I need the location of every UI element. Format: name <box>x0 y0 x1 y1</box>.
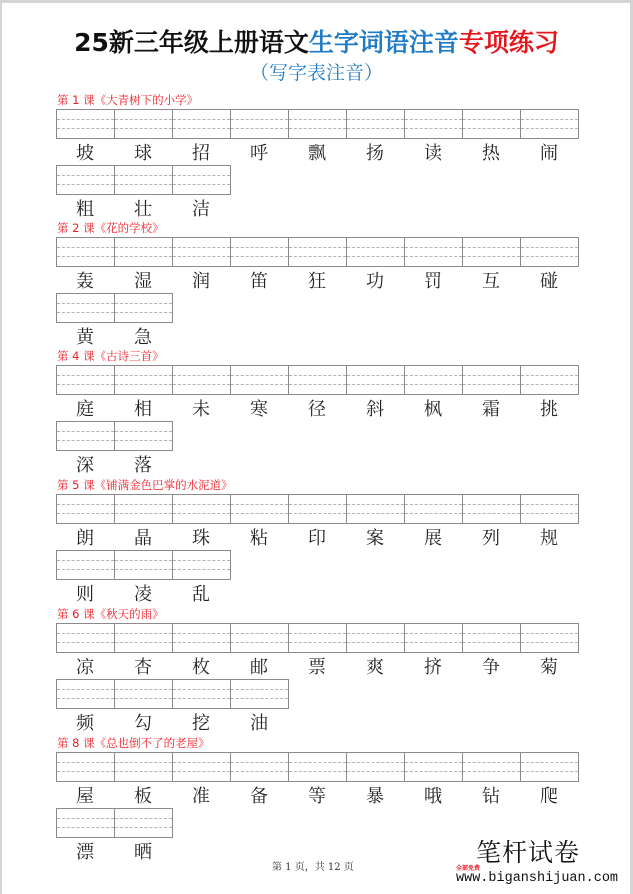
pinyin-writing-cell[interactable] <box>114 752 173 782</box>
hanzi-character: 爽 <box>366 657 384 678</box>
hanzi-character: 读 <box>424 143 442 164</box>
hanzi-character: 杏 <box>134 657 152 678</box>
character-row <box>56 453 172 479</box>
logo-tagline: 全部免费 <box>456 865 481 872</box>
pinyin-writing-cell[interactable] <box>172 752 231 782</box>
page-subtitle: （写字表注音） <box>249 62 383 84</box>
pinyin-writing-cell[interactable] <box>462 365 521 395</box>
pinyin-writing-cell[interactable] <box>230 752 289 782</box>
pinyin-writing-cell[interactable] <box>114 293 173 323</box>
hanzi-character: 招 <box>192 143 210 164</box>
hanzi-character: 等 <box>308 786 326 807</box>
hanzi-character: 轰 <box>76 271 94 292</box>
pinyin-writing-cell[interactable] <box>114 494 173 524</box>
pinyin-writing-cell[interactable] <box>172 623 231 653</box>
hanzi-character: 屋 <box>76 786 94 807</box>
pinyin-writing-cell[interactable] <box>520 237 579 267</box>
pinyin-writing-cell[interactable] <box>114 623 173 653</box>
pinyin-writing-cell[interactable] <box>114 421 173 451</box>
hanzi-character: 晒 <box>134 842 152 863</box>
hanzi-character: 飘 <box>308 143 326 164</box>
pinyin-grid-row <box>56 679 288 708</box>
hanzi-character: 闹 <box>540 143 558 164</box>
hanzi-character: 热 <box>482 143 500 164</box>
hanzi-character: 勾 <box>134 713 152 734</box>
hanzi-character: 相 <box>134 399 152 420</box>
pinyin-writing-cell[interactable] <box>230 237 289 267</box>
pinyin-grid-row <box>56 494 578 523</box>
pinyin-grid-row <box>56 808 172 837</box>
pinyin-writing-cell[interactable] <box>56 679 115 709</box>
hanzi-character: 乱 <box>192 584 210 605</box>
character-row <box>56 840 172 866</box>
hanzi-character: 板 <box>134 786 152 807</box>
hanzi-character: 凉 <box>76 657 94 678</box>
site-url: www.biganshijuan.com <box>456 871 619 886</box>
pinyin-writing-cell[interactable] <box>172 365 231 395</box>
hanzi-character: 湿 <box>134 271 152 292</box>
pinyin-writing-cell[interactable] <box>114 679 173 709</box>
pinyin-grid-row <box>56 365 578 394</box>
title-part-grade: 25新三年级上册语文 <box>74 28 309 57</box>
character-row <box>56 325 172 351</box>
hanzi-character: 狂 <box>308 271 326 292</box>
pinyin-writing-cell[interactable] <box>288 237 347 267</box>
hanzi-character: 深 <box>76 455 94 476</box>
hanzi-character: 频 <box>76 713 94 734</box>
pinyin-writing-cell[interactable] <box>114 550 173 580</box>
pinyin-writing-cell[interactable] <box>230 494 289 524</box>
hanzi-character: 霜 <box>482 399 500 420</box>
pinyin-writing-cell[interactable] <box>462 752 521 782</box>
character-row <box>56 711 288 737</box>
hanzi-character: 规 <box>540 528 558 549</box>
hanzi-character: 落 <box>134 455 152 476</box>
hanzi-character: 粗 <box>76 199 94 220</box>
hanzi-character: 坡 <box>76 143 94 164</box>
title-part-topic: 生字词语注音 <box>308 28 459 57</box>
hanzi-character: 笛 <box>250 271 268 292</box>
pinyin-grid-row <box>56 237 578 266</box>
pinyin-writing-cell[interactable] <box>172 550 231 580</box>
pinyin-writing-cell[interactable] <box>56 109 115 139</box>
character-row <box>56 655 578 681</box>
pinyin-writing-cell[interactable] <box>56 237 115 267</box>
pinyin-writing-cell[interactable] <box>346 365 405 395</box>
hanzi-character: 寒 <box>250 399 268 420</box>
pinyin-writing-cell[interactable] <box>172 494 231 524</box>
pinyin-writing-cell[interactable] <box>346 237 405 267</box>
pinyin-writing-cell[interactable] <box>114 109 173 139</box>
pinyin-writing-cell[interactable] <box>288 109 347 139</box>
hanzi-character: 球 <box>134 143 152 164</box>
pinyin-writing-cell[interactable] <box>346 494 405 524</box>
hanzi-character: 准 <box>192 786 210 807</box>
pinyin-writing-cell[interactable] <box>520 494 579 524</box>
pinyin-writing-cell[interactable] <box>114 808 173 838</box>
title-part-practice: 专项练习 <box>458 28 559 57</box>
hanzi-character: 朗 <box>76 528 94 549</box>
pinyin-writing-cell[interactable] <box>56 165 115 195</box>
pinyin-writing-cell[interactable] <box>56 494 115 524</box>
hanzi-character: 暴 <box>366 786 384 807</box>
hanzi-character: 票 <box>308 657 326 678</box>
pinyin-writing-cell[interactable] <box>230 679 289 709</box>
pinyin-writing-cell[interactable] <box>520 752 579 782</box>
hanzi-character: 则 <box>76 584 94 605</box>
hanzi-character: 粘 <box>250 528 268 549</box>
pinyin-grid-row <box>56 550 230 579</box>
lesson-title: 第 4 课《古诗三首》 <box>57 349 164 363</box>
hanzi-character: 碰 <box>540 271 558 292</box>
lesson-title: 第 2 课《花的学校》 <box>57 221 164 235</box>
hanzi-character: 印 <box>308 528 326 549</box>
hanzi-character: 互 <box>482 271 500 292</box>
page-title <box>0 27 633 59</box>
pinyin-writing-cell[interactable] <box>288 752 347 782</box>
hanzi-character: 洁 <box>192 199 210 220</box>
lesson-title: 第 8 课《总也倒不了的老屋》 <box>57 736 210 750</box>
lesson-title: 第 1 课《大青树下的小学》 <box>57 93 199 107</box>
pinyin-writing-cell[interactable] <box>172 237 231 267</box>
hanzi-character: 漂 <box>76 842 94 863</box>
page-number: 第 1 页，共 12 页 <box>272 862 354 873</box>
hanzi-character: 钻 <box>482 786 500 807</box>
hanzi-character: 润 <box>192 271 210 292</box>
pinyin-writing-cell[interactable] <box>56 365 115 395</box>
pinyin-writing-cell[interactable] <box>288 623 347 653</box>
pinyin-writing-cell[interactable] <box>56 752 115 782</box>
hanzi-character: 挤 <box>424 657 442 678</box>
hanzi-character: 展 <box>424 528 442 549</box>
pinyin-writing-cell[interactable] <box>520 365 579 395</box>
pinyin-writing-cell[interactable] <box>520 109 579 139</box>
pinyin-writing-cell[interactable] <box>404 109 463 139</box>
site-logo: 笔杆试卷 <box>476 838 581 867</box>
hanzi-character: 径 <box>308 399 326 420</box>
pinyin-grid-row <box>56 623 578 652</box>
pinyin-writing-cell[interactable] <box>172 109 231 139</box>
pinyin-writing-cell[interactable] <box>346 109 405 139</box>
pinyin-writing-cell[interactable] <box>404 494 463 524</box>
pinyin-writing-cell[interactable] <box>404 752 463 782</box>
hanzi-character: 案 <box>366 528 384 549</box>
lesson-title: 第 5 课《铺满金色巴掌的水泥道》 <box>57 478 233 492</box>
pinyin-writing-cell[interactable] <box>346 623 405 653</box>
pinyin-writing-cell[interactable] <box>288 365 347 395</box>
character-row <box>56 784 578 810</box>
hanzi-character: 黄 <box>76 327 94 348</box>
pinyin-writing-cell[interactable] <box>520 623 579 653</box>
hanzi-character: 列 <box>482 528 500 549</box>
pinyin-writing-cell[interactable] <box>114 365 173 395</box>
pinyin-writing-cell[interactable] <box>56 623 115 653</box>
character-row <box>56 197 230 223</box>
hanzi-character: 扬 <box>366 143 384 164</box>
pinyin-writing-cell[interactable] <box>404 365 463 395</box>
pinyin-writing-cell[interactable] <box>230 365 289 395</box>
pinyin-writing-cell[interactable] <box>56 808 115 838</box>
pinyin-writing-cell[interactable] <box>172 165 231 195</box>
hanzi-character: 呼 <box>250 143 268 164</box>
hanzi-character: 急 <box>134 327 152 348</box>
pinyin-writing-cell[interactable] <box>56 550 115 580</box>
pinyin-writing-cell[interactable] <box>462 494 521 524</box>
character-row <box>56 526 578 552</box>
pinyin-writing-cell[interactable] <box>56 293 115 323</box>
hanzi-character: 邮 <box>250 657 268 678</box>
pinyin-writing-cell[interactable] <box>114 165 173 195</box>
hanzi-character: 挖 <box>192 713 210 734</box>
pinyin-writing-cell[interactable] <box>404 237 463 267</box>
character-row <box>56 582 230 608</box>
pinyin-grid-row <box>56 293 172 322</box>
hanzi-character: 晶 <box>134 528 152 549</box>
pinyin-writing-cell[interactable] <box>404 623 463 653</box>
pinyin-writing-cell[interactable] <box>462 623 521 653</box>
hanzi-character: 哦 <box>424 786 442 807</box>
pinyin-writing-cell[interactable] <box>462 109 521 139</box>
pinyin-writing-cell[interactable] <box>114 237 173 267</box>
character-row <box>56 397 578 423</box>
character-row <box>56 141 578 167</box>
hanzi-character: 庭 <box>76 399 94 420</box>
pinyin-writing-cell[interactable] <box>230 623 289 653</box>
hanzi-character: 凌 <box>134 584 152 605</box>
pinyin-grid-row <box>56 421 172 450</box>
hanzi-character: 菊 <box>540 657 558 678</box>
hanzi-character: 壮 <box>134 199 152 220</box>
hanzi-character: 斜 <box>366 399 384 420</box>
pinyin-writing-cell[interactable] <box>346 752 405 782</box>
hanzi-character: 挑 <box>540 399 558 420</box>
hanzi-character: 珠 <box>192 528 210 549</box>
pinyin-writing-cell[interactable] <box>462 237 521 267</box>
hanzi-character: 枚 <box>192 657 210 678</box>
pinyin-grid-row <box>56 752 578 781</box>
pinyin-writing-cell[interactable] <box>288 494 347 524</box>
pinyin-writing-cell[interactable] <box>230 109 289 139</box>
pinyin-grid-row <box>56 165 230 194</box>
hanzi-character: 枫 <box>424 399 442 420</box>
lesson-title: 第 6 课《秋天的雨》 <box>57 607 164 621</box>
hanzi-character: 功 <box>366 271 384 292</box>
hanzi-character: 油 <box>250 713 268 734</box>
character-row <box>56 269 578 295</box>
hanzi-character: 未 <box>192 399 210 420</box>
hanzi-character: 备 <box>250 786 268 807</box>
pinyin-writing-cell[interactable] <box>56 421 115 451</box>
pinyin-grid-row <box>56 109 578 138</box>
hanzi-character: 爬 <box>540 786 558 807</box>
hanzi-character: 罚 <box>424 271 442 292</box>
pinyin-writing-cell[interactable] <box>172 679 231 709</box>
hanzi-character: 争 <box>482 657 500 678</box>
